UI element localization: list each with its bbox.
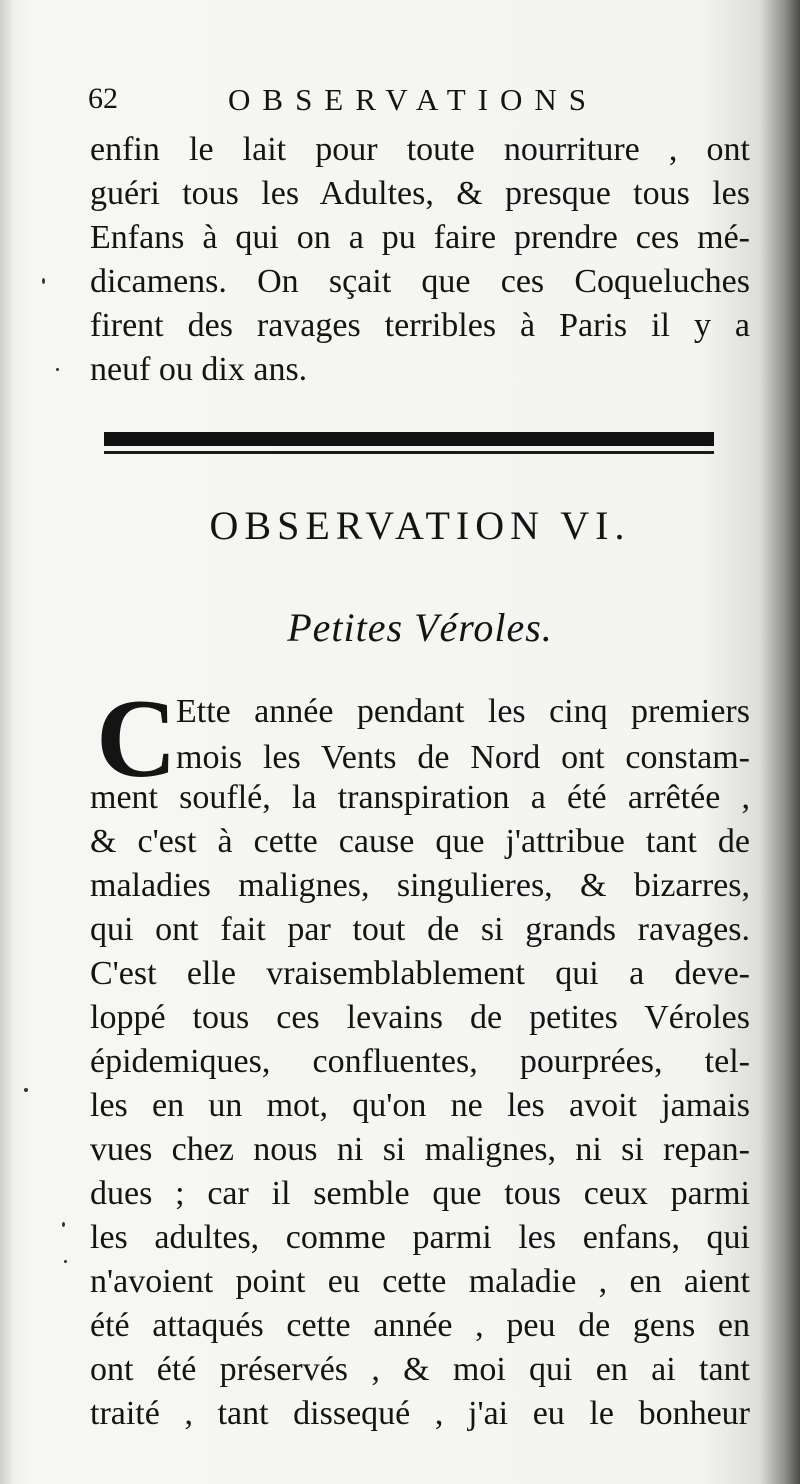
text-line: Ette année pendant les cinq premiers: [176, 693, 750, 730]
text-line: n'avoient point eu cette maladie , en aient: [90, 1263, 750, 1300]
text-line: ont été préservés , & moi qui en ai tant: [90, 1351, 750, 1388]
text-line: été attaqués cette année , peu de gens en: [90, 1307, 750, 1344]
text-line: les en un mot, qu'on ne les avoit jamais: [90, 1087, 750, 1124]
paper-speck: [62, 1222, 65, 1227]
section-divider-thin: [104, 451, 714, 454]
running-head-title: OBSERVATIONS: [228, 82, 599, 117]
text-line: neuf ou dix ans.: [90, 351, 308, 388]
text-line: firent des ravages terribles à Paris il y a: [90, 307, 750, 344]
text-line: C'est elle vraisemblablement qui a deve-: [90, 955, 750, 992]
text-line: & c'est à cette cause que j'attribue tant de: [90, 823, 750, 860]
text-line: dues ; car il semble que tous ceux parmi: [90, 1175, 750, 1212]
section-divider-thick: [104, 432, 714, 446]
text-line: maladies malignes, singulieres, & bizarres,: [90, 867, 750, 904]
text-line: mois les Vents de Nord ont constam-: [176, 739, 750, 776]
text-line: qui ont fait par tout de si grands ravages.: [90, 911, 750, 948]
text-line: guéri tous les Adultes, & presque tous les: [90, 175, 750, 212]
paper-speck: [56, 368, 59, 371]
page-number: 62: [88, 82, 118, 115]
text-line: les adultes, comme parmi les enfans, qui: [90, 1219, 750, 1256]
text-line: dicamens. On sçait que ces Coqueluches: [90, 263, 750, 300]
running-head: [88, 76, 728, 126]
paper-speck: [64, 1260, 67, 1263]
paper-speck: [42, 278, 45, 284]
text-line: traité , tant dissequé , j'ai eu le bonheur: [90, 1395, 750, 1432]
page-gutter-shadow: [0, 0, 14, 1484]
drop-cap: C: [96, 677, 177, 801]
text-line: enfin le lait pour toute nourriture , ont: [90, 131, 750, 168]
text-line: Enfans à qui on a pu faire prendre ces mé-: [90, 219, 750, 256]
paper-speck: [24, 1088, 28, 1092]
section-title: OBSERVATION VI.: [209, 503, 631, 548]
text-line: loppé tous ces levains de petites Véroles: [90, 999, 750, 1036]
section-subtitle: Petites Véroles.: [287, 605, 553, 650]
text-line: ment souflé, la transpiration a été arrêtée ,: [90, 779, 750, 816]
text-line: épidemiques, confluentes, pourprées, tel-: [90, 1043, 750, 1080]
text-line: vues chez nous ni si malignes, ni si repan-: [90, 1131, 750, 1168]
